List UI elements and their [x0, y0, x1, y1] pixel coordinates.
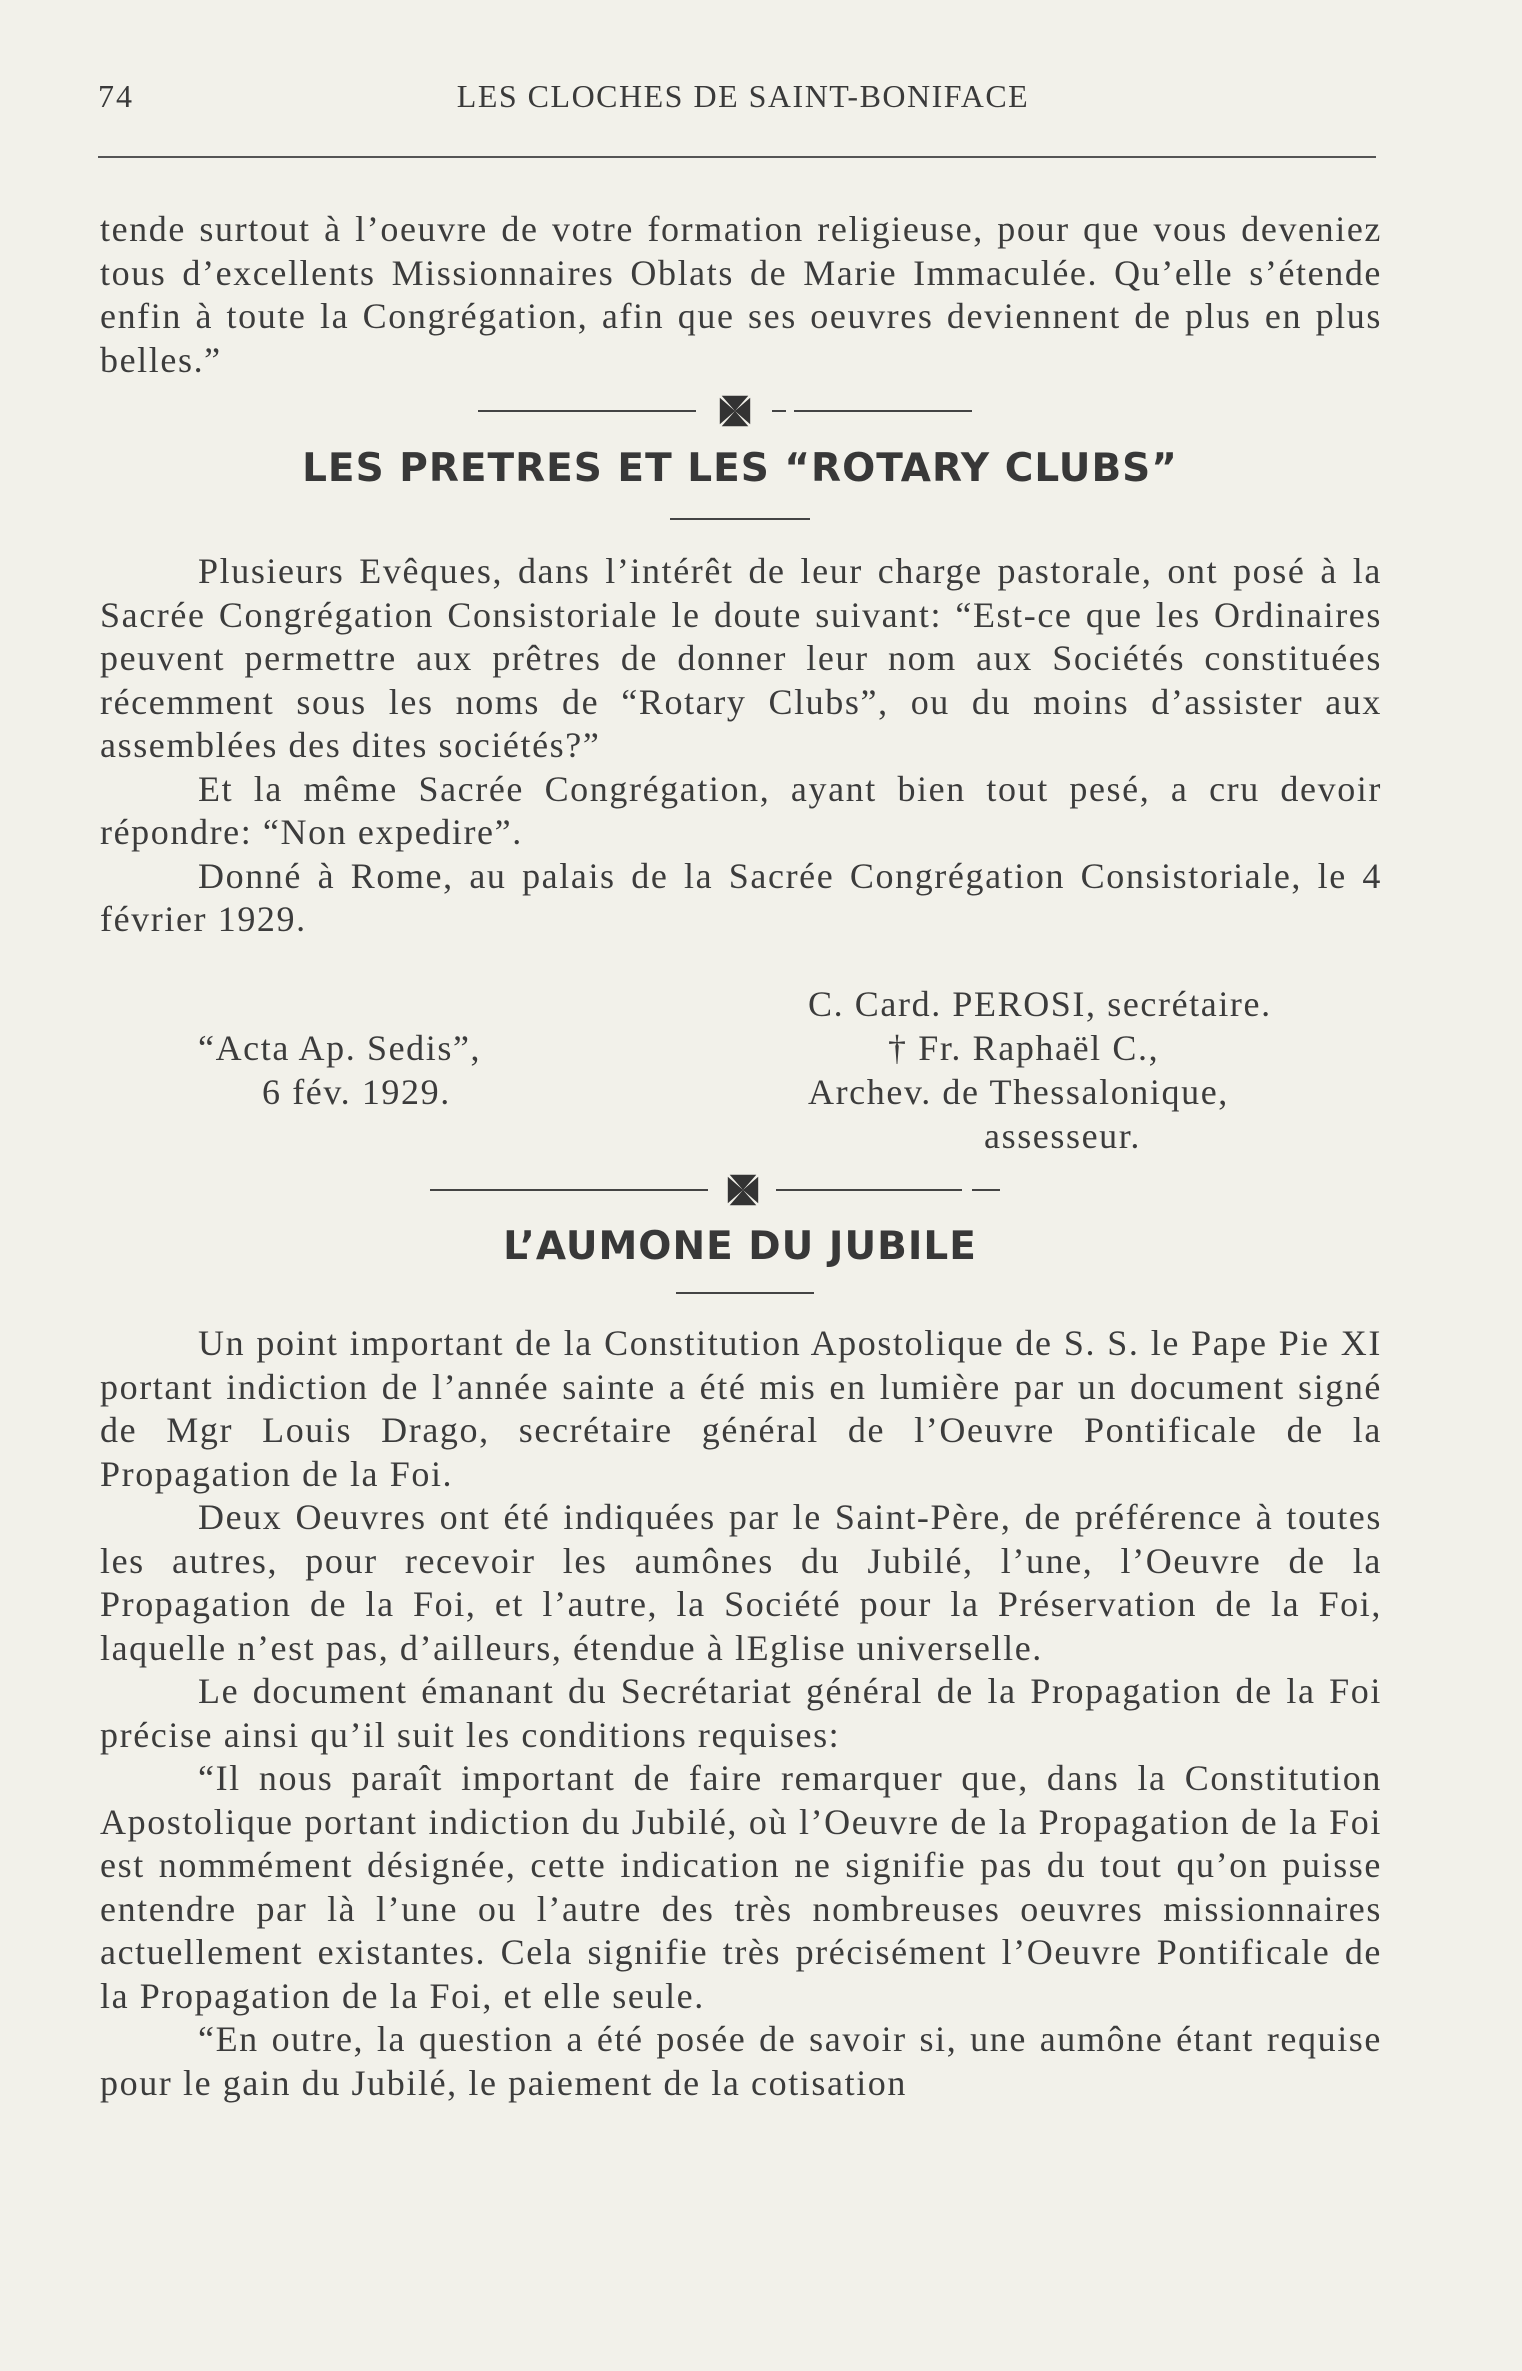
page-header [98, 78, 1376, 118]
paragraph: “En outre, la question a été posée de savoir si, une aumône étant requise pour le gain du Jubilé, le paiement de la cotisation [100, 2019, 1382, 2103]
paragraph: Le document émanant du Secrétariat général de la Propagation de la Foi précise ainsi qu’il suit les conditions requises: [100, 1671, 1382, 1755]
section-title-jubile: L’AUMONE DU JUBILE [503, 1224, 977, 1269]
title-underline [670, 518, 810, 520]
section-title-rotary: LES PRETRES ET LES “ROTARY CLUBS” [302, 446, 1178, 491]
paragraph: Un point important de la Constitution Apostolique de S. S. le Pape Pie XI portant indiction de l’année sainte a été mis en lumière par un document signé de Mgr Louis Drago, secrétaire général de l’Oeuvre Pontificale de la Propagation de la Foi. [100, 1323, 1382, 1494]
intro-block [100, 208, 1382, 382]
paragraph: Deux Oeuvres ont été indiquées par le Saint-Père, de préférence à toutes les autres, pour recevoir les aumônes du Jubilé, l’une, l’Oeuvre de la Propagation de la Foi, et l’autre, la Société pour la Préservation de la Foi, laquelle n’est pas, d’ailleurs, étendue à lEglise universelle. [100, 1497, 1382, 1668]
section-jubile-body [100, 1322, 1382, 2105]
assessor-name: † Fr. Raphaël C., [888, 1028, 1160, 1068]
section-rotary-body [100, 550, 1382, 942]
signatory: C. Card. PEROSI, secrétaire. [808, 984, 1272, 1024]
source-citation: “Acta Ap. Sedis”, [198, 1028, 482, 1068]
maltese-cross-icon [724, 1170, 762, 1210]
running-title: LES CLOCHES DE SAINT-BONIFACE [456, 78, 1030, 114]
source-date: 6 fév. 1929. [262, 1072, 451, 1112]
section-divider-ornament [478, 391, 998, 431]
paragraph: “Il nous paraît important de faire remarquer que, dans la Constitution Apostolique portant indiction du Jubilé, où l’Oeuvre de la Propagation de la Foi est nommément désignée, cette indication ne signifie pas du tout qu’on puisse entendre par là l’une ou l’autre des très nombreuses oeuvres missionnaires actuellement existantes. Cela signifie très précisément l’Oeuvre Pontificale de la Propagation de la Foi, et elle seule. [100, 1758, 1382, 2016]
section-divider-ornament [430, 1170, 1070, 1210]
paragraph: Donné à Rome, au palais de la Sacrée Congrégation Consistoriale, le 4 février 1929. [100, 855, 1382, 939]
maltese-cross-icon [716, 391, 754, 431]
paragraph: Plusieurs Evêques, dans l’intérêt de leur charge pastorale, ont posé à la Sacrée Congrégation Consistoriale le doute suivant: “Est-ce que les Ordinaires peuvent permettre aux prêtres de donner leur nom aux Sociétés constituées récemment sous les noms de “Rotary Clubs”, ou du moins d’assister aux assemblées des dites sociétés?” [100, 551, 1382, 765]
page-number: 74 [98, 78, 134, 114]
assessor-title: Archev. de Thessalonique, [808, 1072, 1229, 1112]
title-underline [676, 1292, 814, 1294]
intro-paragraph: tende surtout à l’oeuvre de votre formation religieuse, pour que vous deveniez tous d’excellents Missionnaires Oblats de Marie Immaculée. Qu’elle s’étende enfin à toute la Congrégation, afin que ses oeuvres deviennent de plus en plus belles.” [100, 209, 1382, 380]
assessor-role: assesseur. [984, 1116, 1141, 1156]
header-rule [98, 156, 1376, 158]
paragraph: Et la même Sacrée Congrégation, ayant bien tout pesé, a cru devoir répondre: “Non expedire”. [100, 768, 1382, 852]
